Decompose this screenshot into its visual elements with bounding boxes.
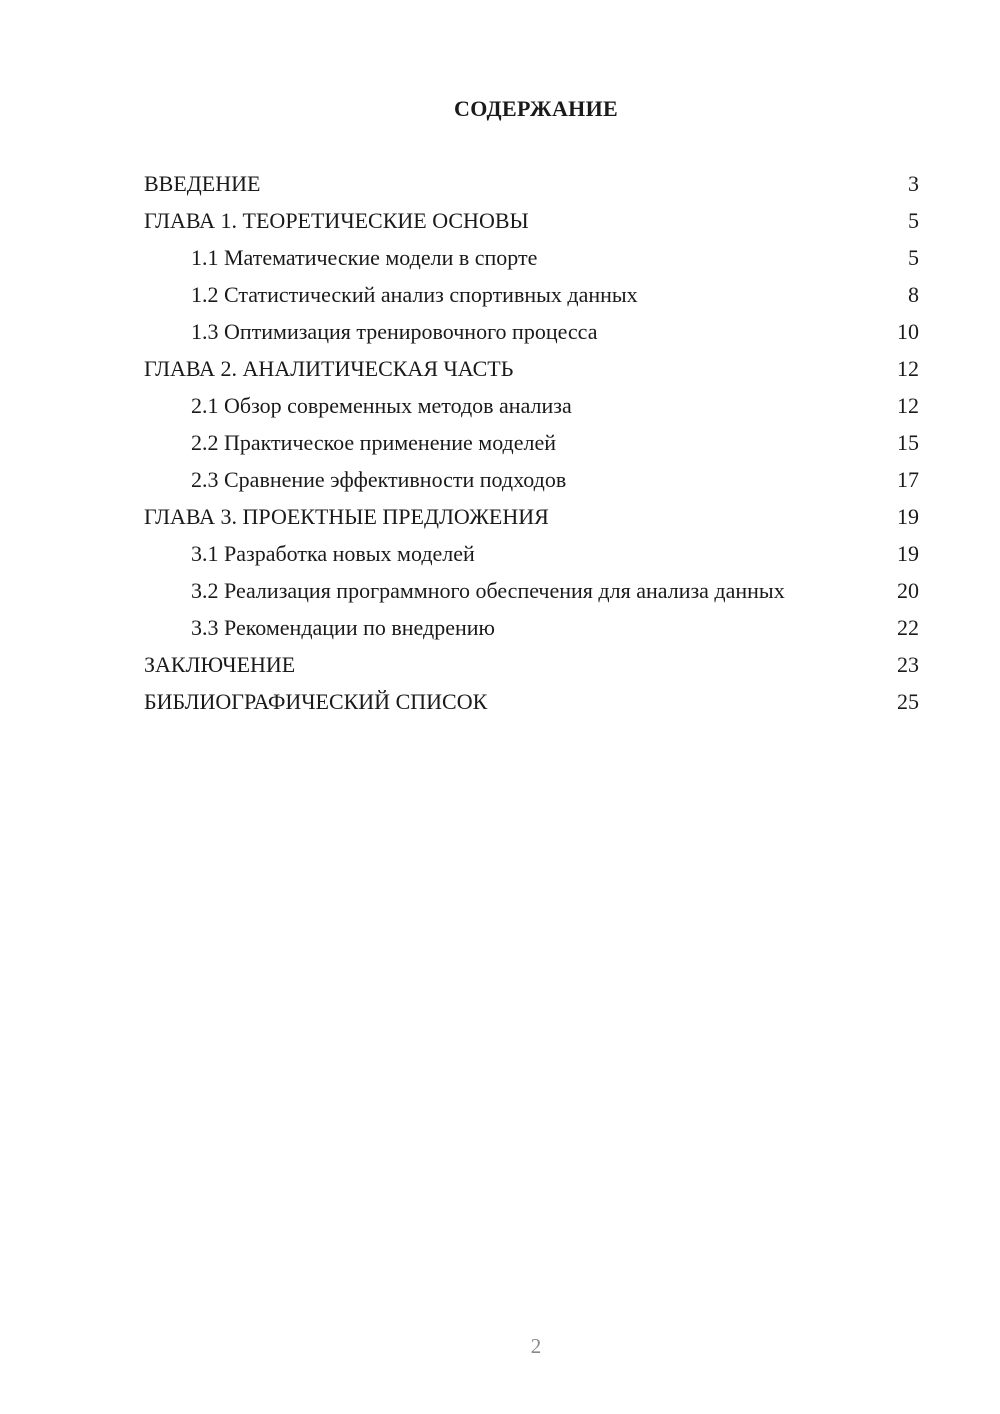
page-number: 2 — [530, 1334, 542, 1358]
toc-entry-page: 12 — [897, 393, 919, 418]
toc-entry-label: БИБЛИОГРАФИЧЕСКИЙ СПИСОК — [144, 689, 488, 714]
toc-entry-label: 1.2 Статистический анализ спортивных данных — [191, 282, 638, 307]
toc-heading: СОДЕРЖАНИЕ — [454, 96, 618, 121]
toc-entry-label: 1.1 Математические модели в спорте — [191, 245, 538, 270]
toc-entry-chapter-3[interactable] — [144, 499, 919, 536]
toc-entry-section-2-1[interactable] — [144, 388, 919, 425]
toc-entry-label: 2.2 Практическое применение моделей — [191, 430, 557, 455]
toc-entry-label: ЗАКЛЮЧЕНИЕ — [144, 652, 296, 677]
toc-entry-page: 10 — [897, 319, 919, 344]
toc-entry-page: 15 — [897, 430, 919, 455]
toc-entry-section-1-3[interactable] — [144, 314, 919, 351]
toc-entry-label: ГЛАВА 1. ТЕОРЕТИЧЕСКИЕ ОСНОВЫ — [144, 208, 529, 233]
toc-entry-bibliography[interactable] — [144, 684, 919, 721]
toc-entry-label: 2.3 Сравнение эффективности подходов — [191, 467, 567, 492]
toc-entry-page: 5 — [908, 208, 919, 233]
toc-entry-conclusion[interactable] — [144, 647, 919, 684]
toc-entry-page: 8 — [908, 282, 919, 307]
toc-entry-chapter-1[interactable] — [144, 203, 919, 240]
toc-entry-label: ГЛАВА 2. АНАЛИТИЧЕСКАЯ ЧАСТЬ — [144, 356, 514, 381]
toc-entry-label: ВВЕДЕНИЕ — [144, 171, 261, 196]
toc-entry-label: 3.2 Реализация программного обеспечения для анализа данных — [191, 578, 785, 603]
toc-entry-label: 1.3 Оптимизация тренировочного процесса — [191, 319, 598, 344]
toc-entry-section-3-1[interactable] — [144, 536, 919, 573]
toc-entry-label: 2.1 Обзор современных методов анализа — [191, 393, 572, 418]
toc-entry-label: 3.3 Рекомендации по внедрению — [191, 615, 495, 640]
toc-entry-introduction[interactable] — [144, 166, 919, 203]
toc-entry-page: 5 — [908, 245, 919, 270]
toc-entry-page: 19 — [897, 541, 919, 566]
toc-entry-page: 12 — [897, 356, 919, 381]
toc-entry-label: 3.1 Разработка новых моделей — [191, 541, 475, 566]
toc-entry-section-3-2[interactable] — [144, 573, 919, 610]
table-of-contents — [144, 166, 919, 721]
toc-entry-page: 23 — [897, 652, 919, 677]
toc-entry-chapter-2[interactable] — [144, 351, 919, 388]
toc-entry-section-3-3[interactable] — [144, 610, 919, 647]
toc-entry-section-2-2[interactable] — [144, 425, 919, 462]
toc-entry-label: ГЛАВА 3. ПРОЕКТНЫЕ ПРЕДЛОЖЕНИЯ — [144, 504, 549, 529]
toc-entry-page: 25 — [897, 689, 919, 714]
toc-entry-section-2-3[interactable] — [144, 462, 919, 499]
toc-entry-section-1-1[interactable] — [144, 240, 919, 277]
toc-entry-page: 22 — [897, 615, 919, 640]
toc-entry-page: 20 — [897, 578, 919, 603]
toc-entry-page: 3 — [908, 171, 919, 196]
toc-entry-section-1-2[interactable] — [144, 277, 919, 314]
toc-entry-page: 17 — [897, 467, 919, 492]
toc-entry-page: 19 — [897, 504, 919, 529]
